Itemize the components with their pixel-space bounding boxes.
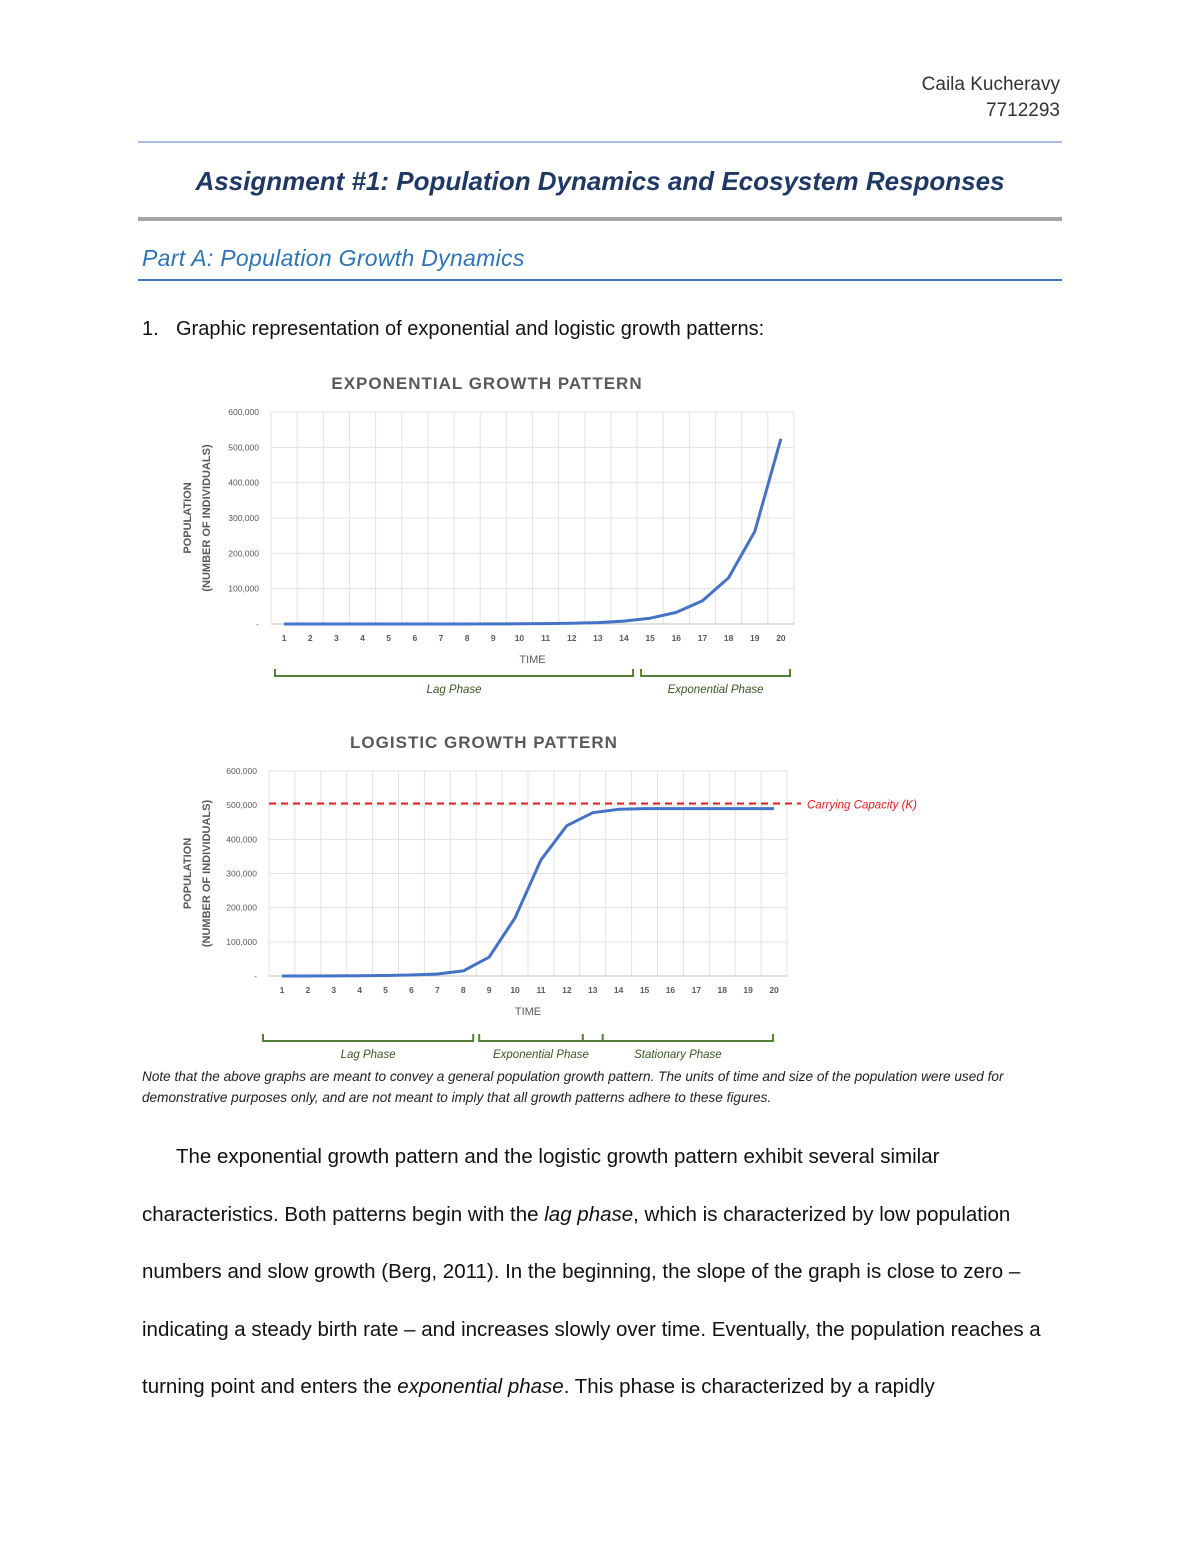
x-tick-label: 15 (645, 633, 655, 643)
x-tick-label: 17 (691, 985, 702, 995)
x-tick-label: 19 (750, 633, 760, 643)
x-tick-label: 5 (386, 633, 392, 643)
x-tick-label: 2 (305, 985, 311, 995)
x-tick-label: 16 (665, 985, 676, 995)
y-tick-label: 600,000 (226, 766, 257, 776)
phase-label: Lag Phase (340, 1049, 396, 1061)
phase-bracket (263, 1034, 473, 1041)
chart-title: EXPONENTIAL GROWTH PATTERN (331, 374, 643, 393)
x-tick-label: 16 (671, 633, 682, 643)
phase-label: Exponential Phase (667, 684, 764, 696)
y-tick-label: 100,000 (226, 936, 257, 947)
y-tick-label: 400,000 (226, 834, 257, 845)
x-tick-label: 20 (776, 633, 786, 643)
paragraph-text-1: The exponential growth pattern and the logistic growth pattern exhibit several similar characteristics. Both patterns begin with the (142, 1145, 940, 1226)
x-axis-title: TIME (514, 1006, 542, 1018)
x-tick-label: 8 (464, 633, 470, 643)
chart-title: LOGISTIC GROWTH PATTERN (350, 733, 618, 752)
x-tick-label: 6 (409, 985, 414, 995)
section-heading: Part A: Population Growth Dynamics (142, 245, 525, 271)
y-tick-label: 300,000 (226, 868, 257, 879)
x-tick-label: 9 (486, 985, 492, 995)
y-tick-label: 600,000 (228, 407, 259, 417)
x-tick-label: 13 (593, 633, 603, 643)
x-tick-label: 3 (334, 633, 339, 643)
x-tick-label: 6 (412, 633, 418, 643)
x-tick-label: 5 (383, 985, 388, 995)
y-tick-label: 500,000 (228, 442, 259, 453)
figure-note: Note that the above graphs are meant to convey a general population growth pattern. The units of time and size of the population were used for demonstrative purposes only, and are not meant to imply that all growth patterns adhere to these figures. (142, 1069, 1004, 1105)
author-name: Caila Kucheravy (921, 74, 1060, 95)
y-axis-subtitle: (NUMBER OF INDIVIDUALS) (201, 799, 213, 948)
y-tick-label: 200,000 (228, 548, 259, 559)
x-tick-label: 12 (566, 633, 577, 643)
x-tick-label: 17 (697, 633, 708, 643)
x-tick-label: 7 (434, 985, 440, 995)
x-tick-label: 3 (331, 985, 337, 995)
y-tick-label: 400,000 (228, 477, 259, 488)
x-tick-label: 14 (613, 985, 624, 995)
x-tick-label: 8 (460, 985, 466, 995)
carrying-capacity-label: Carrying Capacity (K) (807, 799, 917, 812)
y-tick-label: 200,000 (226, 902, 257, 913)
x-tick-label: 7 (438, 633, 444, 643)
lag-phase-term: lag phase (544, 1202, 634, 1226)
y-tick-label: - (254, 971, 257, 981)
x-tick-label: 4 (360, 633, 365, 643)
paragraph-text-2: , which is characterized by low population numbers and slow growth (Berg, 2011). In the beginning, the slope of the graph is close to zero – indicating a steady birth rate – and increases slowly over time. Eventually, the population reaches a turning point and enters the (142, 1202, 1041, 1398)
document-title: Assignment #1: Population Dynamics and Ecosystem Responses (195, 166, 1005, 196)
x-tick-label: 12 (562, 985, 572, 995)
y-tick-label: 300,000 (228, 513, 259, 523)
phase-label: Lag Phase (426, 684, 482, 696)
x-tick-label: 2 (307, 633, 313, 643)
phase-label: Stationary Phase (634, 1049, 722, 1061)
y-tick-label: 100,000 (228, 583, 259, 594)
x-tick-label: 19 (743, 985, 753, 995)
x-tick-label: 15 (639, 985, 650, 995)
x-tick-label: 18 (717, 985, 727, 995)
x-tick-label: 1 (281, 633, 287, 643)
phase-bracket (479, 1034, 603, 1041)
x-tick-label: 10 (514, 633, 525, 643)
x-tick-label: 11 (541, 633, 551, 643)
x-tick-label: 11 (536, 985, 546, 995)
x-tick-label: 10 (510, 985, 520, 995)
y-tick-label: 500,000 (226, 800, 257, 811)
x-tick-label: 20 (769, 985, 779, 995)
student-id: 7712293 (986, 100, 1060, 121)
x-tick-label: 13 (588, 985, 598, 995)
x-tick-label: 4 (357, 985, 363, 995)
x-tick-label: 9 (490, 633, 496, 643)
exponential-phase-term: exponential phase (397, 1375, 564, 1398)
body-paragraph (142, 1128, 1067, 1416)
phase-label: Exponential Phase (492, 1049, 589, 1061)
x-tick-label: 18 (723, 633, 734, 643)
question-number: 1. (142, 318, 159, 340)
x-axis-title: TIME (519, 654, 546, 666)
y-axis-subtitle: (NUMBER OF INDIVIDUALS) (201, 444, 213, 592)
x-tick-label: 14 (619, 633, 629, 643)
y-axis-title: POPULATION (182, 482, 194, 554)
paragraph-text-3: . This phase is characterized by a rapidly (563, 1375, 935, 1398)
question-text: Graphic representation of exponential and logistic growth patterns: (176, 318, 765, 340)
x-tick-label: 1 (279, 985, 285, 995)
phase-bracket (583, 1034, 773, 1041)
y-tick-label: - (256, 619, 259, 629)
y-axis-title: POPULATION (182, 837, 194, 910)
